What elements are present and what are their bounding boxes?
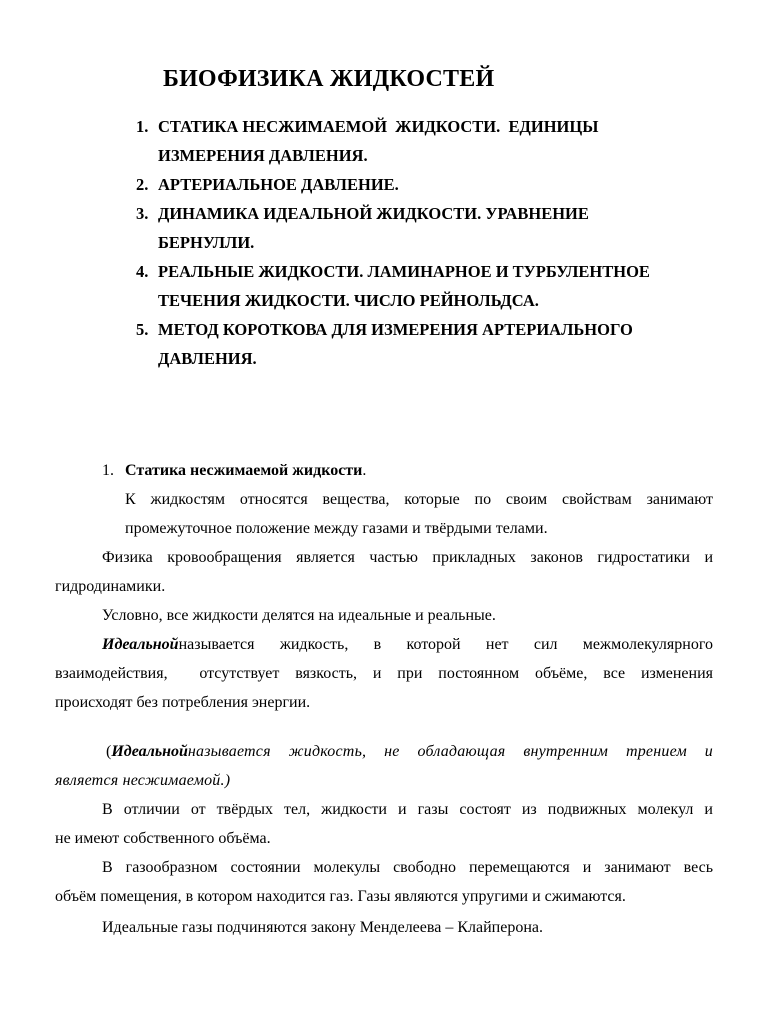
paragraph-7-line-2: объём помещения, в котором находится газ. Газы являются упругими и сжимаются. [55, 888, 626, 905]
toc-text-line: РЕАЛЬНЫЕ ЖИДКОСТИ. ЛАМИНАРНОЕ И ТУРБУЛЕНТНОЕ [158, 262, 650, 281]
paragraph-4-line-1-rest: называется жидкость, в которой нет сил межмолекулярного [178, 636, 713, 653]
toc-number: 5. [136, 320, 149, 339]
section-heading-tail: . [362, 462, 367, 479]
paragraph-7-line-1: В газообразном состоянии молекулы свободно перемещаются и занимают весь [102, 859, 713, 876]
toc-text-line: ИЗМЕРЕНИЯ ДАВЛЕНИЯ. [158, 146, 368, 165]
toc-item-5 [0, 315, 698, 373]
paragraph-5-line-1-rest: называется жидкость, не обладающая внутренним трением и [187, 743, 713, 760]
paragraph-4-line-3: происходят без потребления энергии. [55, 694, 311, 711]
paragraph-8: Идеальные газы подчиняются закону Менделеева – Клайперона. [102, 919, 543, 936]
paragraph-5-line-2: является несжимаемой.) [55, 772, 231, 789]
toc-number: 1. [136, 117, 149, 136]
toc-item-2 [0, 170, 698, 199]
toc-text-line: СТАТИКА НЕСЖИМАЕМОЙ ЖИДКОСТИ. ЕДИНИЦЫ [158, 117, 599, 136]
paragraph-4-line-2: взаимодействия, отсутствует вязкость, и при постоянном объёме, все изменения [55, 665, 713, 682]
toc-text-line: ДАВЛЕНИЯ. [158, 349, 257, 368]
paragraph-5-line-1 [106, 737, 713, 766]
toc-text-line: МЕТОД КОРОТКОВА ДЛЯ ИЗМЕРЕНИЯ АРТЕРИАЛЬНОГО [158, 320, 633, 339]
toc-text-line: АРТЕРИАЛЬНОЕ ДАВЛЕНИЕ. [158, 175, 399, 194]
table-of-contents [0, 112, 768, 373]
toc-number: 2. [136, 175, 149, 194]
paragraph-3: Условно, все жидкости делятся на идеальные и реальные. [102, 607, 496, 624]
document-title: БИОФИЗИКА ЖИДКОСТЕЙ [163, 66, 495, 92]
paragraph-2-line-2: гидродинамики. [55, 578, 166, 595]
toc-item-4 [0, 257, 698, 315]
toc-text-line: ДИНАМИКА ИДЕАЛЬНОЙ ЖИДКОСТИ. УРАВНЕНИЕ [158, 204, 589, 223]
toc-item-3 [0, 199, 698, 257]
section-number: 1. [102, 462, 114, 479]
toc-text-line: ТЕЧЕНИЯ ЖИДКОСТИ. ЧИСЛО РЕЙНОЛЬДСА. [158, 291, 539, 310]
paragraph-1-line-1: К жидкостям относятся вещества, которые по своим свойствам занимают [125, 491, 713, 508]
paragraph-2-line-1: Физика кровообращения является частью прикладных законов гидростатики и [102, 549, 713, 566]
section-heading-text: Статика несжимаемой жидкости [125, 462, 363, 479]
toc-number: 3. [136, 204, 149, 223]
toc-text-line: БЕРНУЛЛИ. [158, 233, 255, 252]
term-ideal-italic: Идеальной [111, 743, 188, 760]
toc-item-1 [0, 112, 698, 170]
paren-open: ( [106, 743, 112, 760]
paragraph-1-line-2: промежуточное положение между газами и твёрдыми телами. [125, 520, 548, 537]
paragraph-6-line-1: В отличии от твёрдых тел, жидкости и газы состоят из подвижных молекул и [102, 801, 713, 818]
paragraph-4-line-1 [102, 630, 713, 659]
section-1-heading [102, 456, 366, 485]
toc-number: 4. [136, 262, 149, 281]
paragraph-6-line-2: не имеют собственного объёма. [55, 830, 271, 847]
term-ideal: Идеальной [102, 636, 179, 653]
